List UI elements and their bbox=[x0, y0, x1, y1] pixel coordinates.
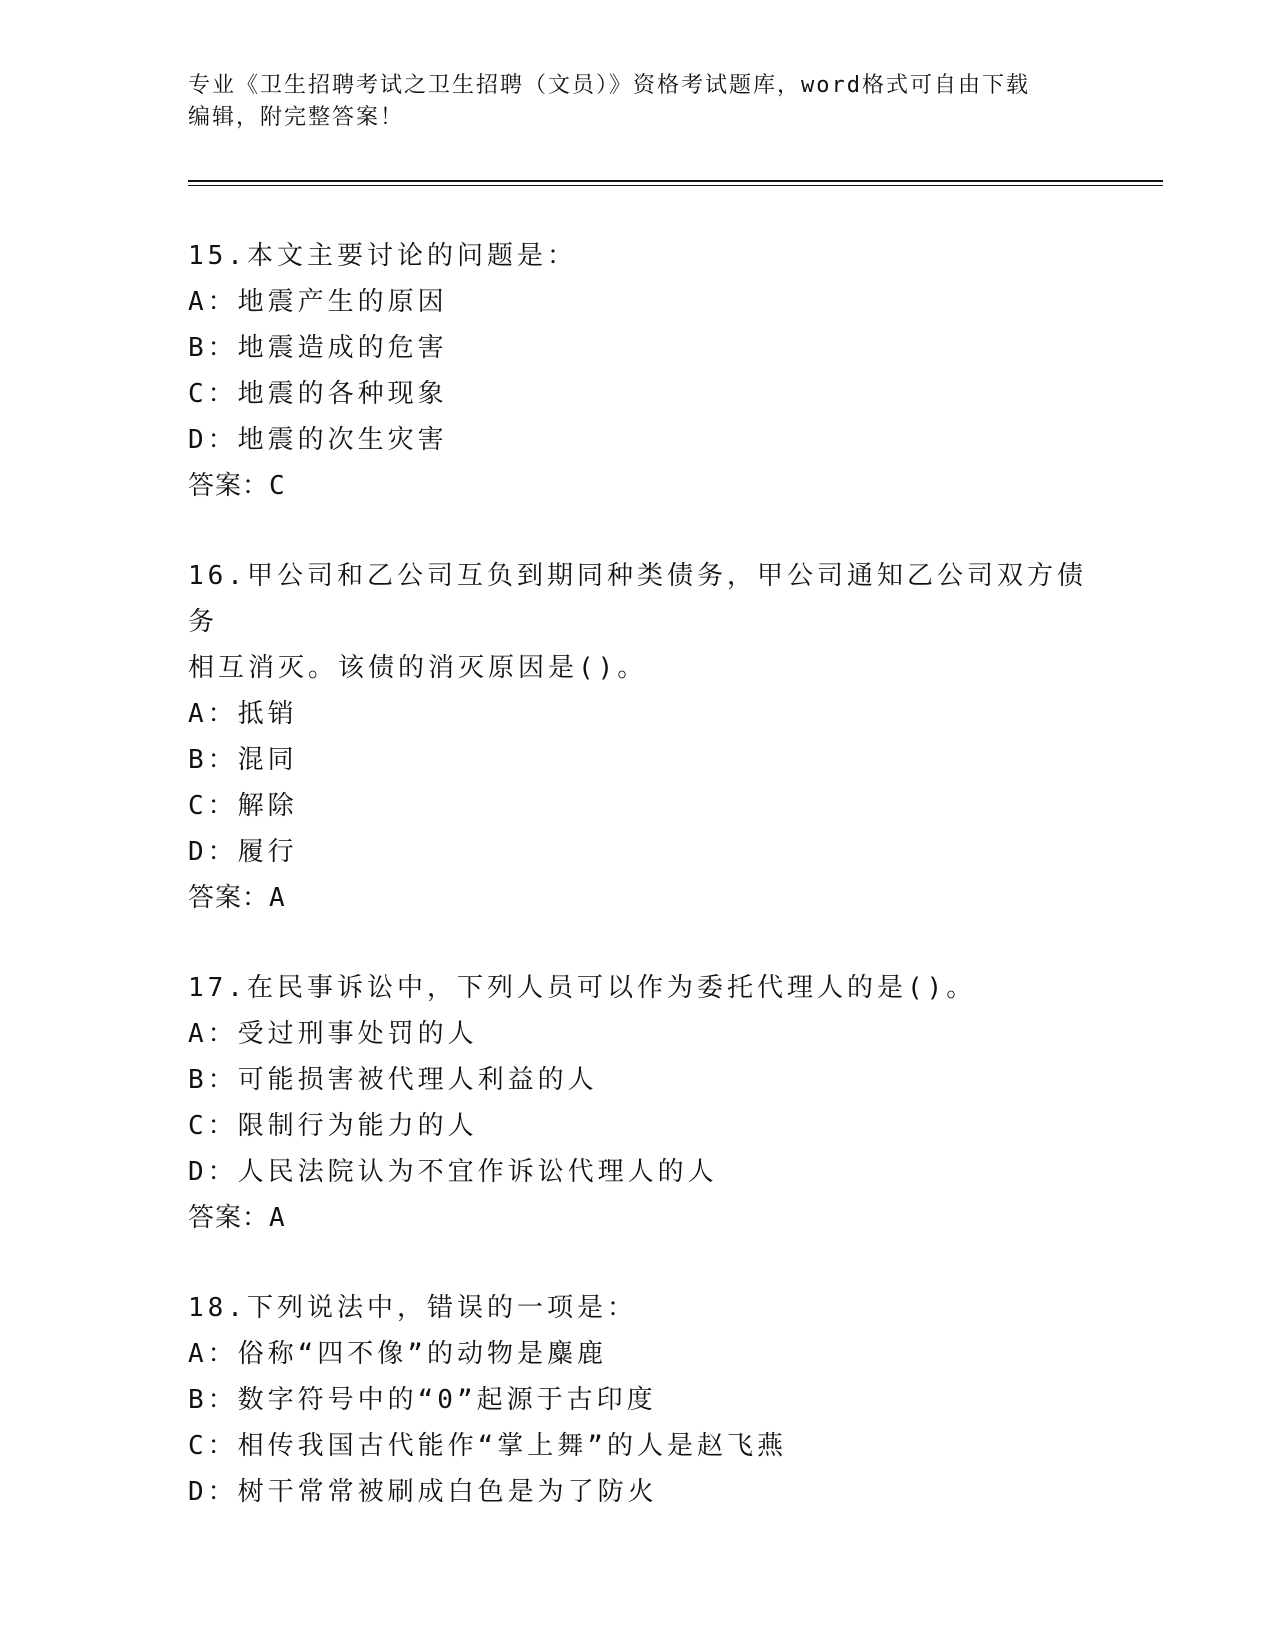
question-stem: 17.在民事诉讼中，下列人员可以作为委托代理人的是()。 bbox=[188, 973, 977, 1003]
option-c: C：解除 bbox=[188, 791, 298, 821]
option-c: C：限制行为能力的人 bbox=[188, 1111, 478, 1141]
answer-line bbox=[188, 875, 1088, 921]
answer-value: A bbox=[269, 1203, 286, 1233]
question-16 bbox=[188, 553, 1088, 921]
option-d: D：履行 bbox=[188, 837, 298, 867]
question-stem-cont: 相互消灭。该债的消灭原因是()。 bbox=[188, 653, 648, 683]
option-c: C：地震的各种现象 bbox=[188, 379, 448, 409]
option-c: C：相传我国古代能作“掌上舞”的人是赵飞燕 bbox=[188, 1431, 787, 1461]
header-divider-thick bbox=[188, 180, 1163, 182]
question-stem: 15.本文主要讨论的问题是： bbox=[188, 241, 577, 271]
option-b: B：可能损害被代理人利益的人 bbox=[188, 1065, 598, 1095]
header-line-2: 编辑，附完整答案！ bbox=[188, 105, 405, 130]
question-18 bbox=[188, 1285, 1088, 1515]
answer-line bbox=[188, 463, 1088, 509]
document-header bbox=[188, 70, 1088, 134]
answer-label: 答案： bbox=[188, 1203, 270, 1233]
option-b: B：数字符号中的“0”起源于古印度 bbox=[188, 1385, 657, 1415]
question-stem: 18.下列说法中，错误的一项是： bbox=[188, 1293, 637, 1323]
option-b: B：混同 bbox=[188, 745, 298, 775]
question-stem: 16.甲公司和乙公司互负到期同种类债务，甲公司通知乙公司双方债务 bbox=[188, 561, 1087, 637]
option-d: D：人民法院认为不宜作诉讼代理人的人 bbox=[188, 1157, 718, 1187]
option-a: A：抵销 bbox=[188, 699, 298, 729]
option-d: D：地震的次生灾害 bbox=[188, 425, 448, 455]
option-d: D：树干常常被刷成白色是为了防火 bbox=[188, 1477, 658, 1507]
answer-label: 答案： bbox=[188, 471, 270, 501]
option-a: A：受过刑事处罚的人 bbox=[188, 1019, 478, 1049]
answer-value: A bbox=[269, 883, 286, 913]
option-b: B：地震造成的危害 bbox=[188, 333, 448, 363]
question-15 bbox=[188, 233, 1088, 509]
header-divider-thin bbox=[188, 185, 1163, 186]
option-a: A：俗称“四不像”的动物是麋鹿 bbox=[188, 1339, 607, 1369]
question-17 bbox=[188, 965, 1088, 1241]
option-a: A：地震产生的原因 bbox=[188, 287, 448, 317]
answer-line bbox=[188, 1195, 1088, 1241]
header-line-1: 专业《卫生招聘考试之卫生招聘（文员）》资格考试题库，word格式可自由下载 bbox=[188, 73, 1030, 98]
answer-label: 答案： bbox=[188, 883, 270, 913]
answer-value: C bbox=[269, 471, 286, 501]
question-list bbox=[188, 233, 1088, 1515]
